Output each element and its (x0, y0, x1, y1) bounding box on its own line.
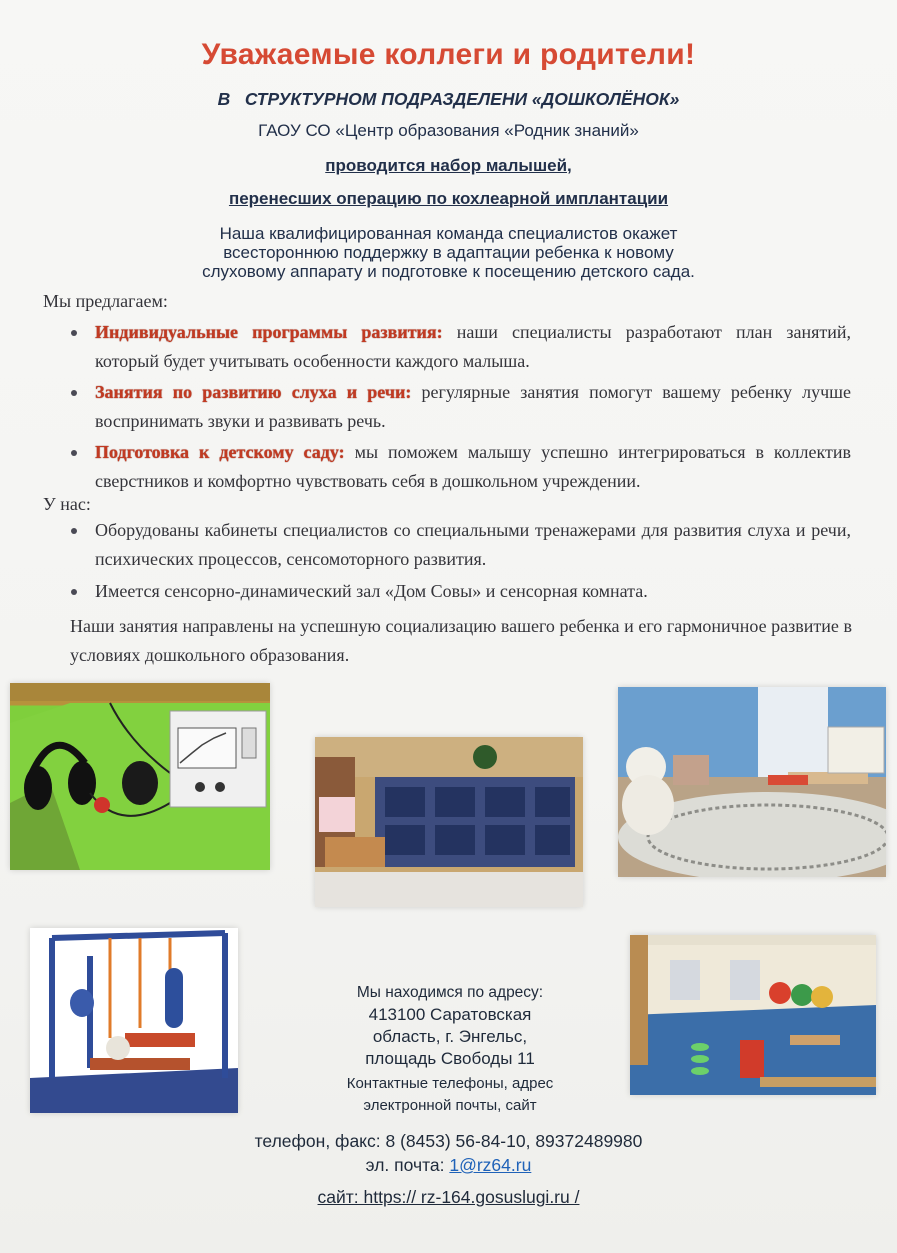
offer-item-text: наши специалисты разработают план занятий, который будет учитывать особенности каждого малыша. (95, 322, 852, 371)
offer-item (95, 438, 851, 496)
division-title: В СТРУКТУРНОМ ПОДРАЗДЕЛЕНИ «ДОШКОЛЁНОК» (217, 89, 680, 109)
website-link[interactable]: сайт: https:// rz-164.gosuslugi.ru / (317, 1187, 580, 1207)
photo-sensory-frame (30, 928, 238, 1113)
offer-item (95, 378, 851, 436)
offer-label: Мы предлагаем: (43, 291, 168, 311)
address-line-3: площадь Свободы 11 (365, 1049, 535, 1068)
intro-line-2: всестороннюю поддержку в адаптации ребенка к новому (223, 243, 674, 262)
email-link[interactable]: 1@rz64.ru (449, 1155, 532, 1175)
facilities-list (95, 516, 851, 609)
offer-item (95, 318, 851, 376)
facility-item: Имеется сенсорно-динамический зал «Дом Совы» и сенсорная комната. (95, 577, 851, 606)
headline: Уважаемые коллеги и родители! (201, 38, 696, 71)
phone-fax: телефон, факс: 8 (8453) 56-84-10, 89372489980 (254, 1131, 643, 1151)
email-line (0, 1155, 897, 1176)
offer-item-key: Подготовка к детскому саду: (95, 442, 345, 462)
photo-sensory-room (618, 687, 886, 877)
offer-list (95, 318, 851, 498)
contacts-note-line-2: электронной почты, сайт (363, 1097, 537, 1114)
offer-item-key: Занятия по развитию слуха и речи: (95, 382, 412, 402)
organization-name: ГАОУ СО «Центр образования «Родник знаний» (258, 121, 639, 140)
email-label: эл. почта: (365, 1155, 450, 1175)
address-line-1: 413100 Саратовская (368, 1005, 532, 1024)
announcement-line-1: проводится набор малышей, (325, 156, 572, 175)
address-line-2: область, г. Энгельс, (372, 1027, 528, 1046)
offer-item-key: Индивидуальные программы развития: (95, 322, 443, 342)
closing-paragraph: Наши занятия направлены на успешную социализацию вашего ребенка и его гармоничное развитие в условиях дошкольного образования. (70, 616, 852, 665)
offer-item-text: регулярные занятия помогут вашему ребенку лучше воспринимать звуки и развивать речь. (95, 382, 851, 431)
photo-gym-hall (630, 935, 876, 1095)
announcement-line-2: перенесших операцию по кохлеарной имплантации (228, 189, 669, 208)
offer-item-text: мы поможем малышу успешно интегрироваться в коллектив сверстников и комфортно чувствовать себя в дошкольном учреждении. (95, 442, 851, 491)
facilities-label: У нас: (43, 494, 91, 514)
intro-line-3: слуховому аппарату и подготовке к посещению детского сада. (202, 262, 695, 281)
photo-classroom (315, 737, 583, 907)
contacts-note-line-1: Контактные телефоны, адрес (346, 1075, 554, 1092)
photo-hearing-device (10, 683, 270, 870)
address-title: Мы находимся по адресу: (356, 984, 544, 1001)
intro-text (0, 224, 897, 281)
intro-line-1: Наша квалифицированная команда специалистов окажет (219, 224, 678, 243)
facility-item: Оборудованы кабинеты специалистов со специальными тренажерами для развития слуха и речи, психических процессов, сенсомоторного развития. (95, 516, 851, 574)
